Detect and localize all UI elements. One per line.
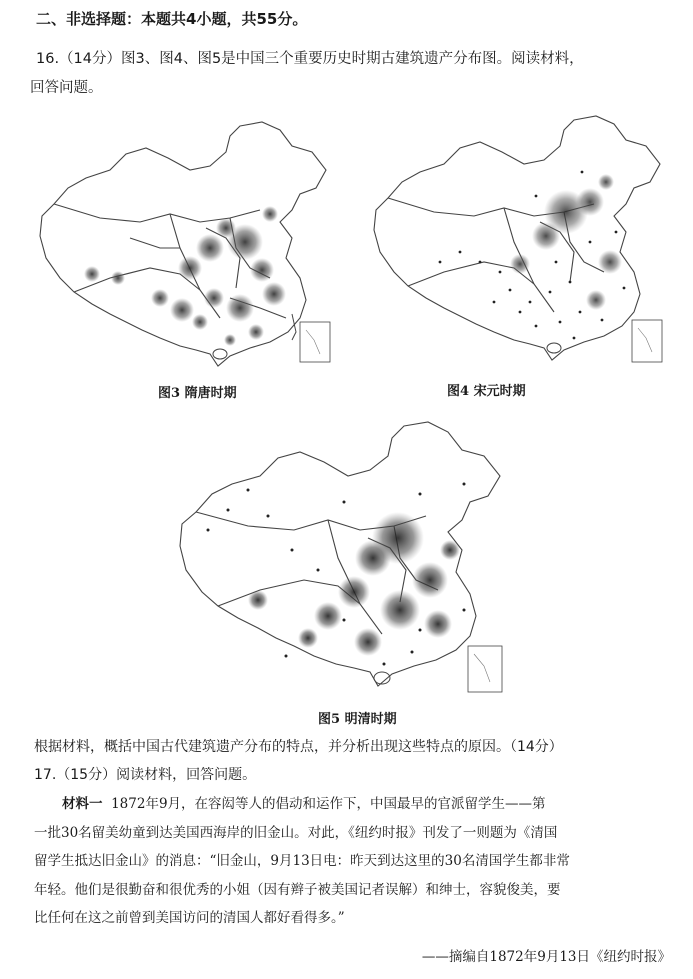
material-line-1: 材料一 1872年9月，在容闳等人的倡动和运作下，中国最早的官派留学生——第 [62,796,546,812]
south-china-sea-inset [632,320,662,362]
material-line-2: 一批30名留美幼童到达美国西海岸的旧金山。对此，《纽约时报》刊发了一则题为《清国 [34,824,558,841]
question-17-heading: 17.（15分）阅读材料，回答问题。 [34,767,257,783]
material-line-3: 留学生抵达旧金山》的消息：“旧金山，9月13日电：昨天到达这里的30名清国学生都非常 [34,853,570,869]
south-china-sea-inset [468,646,502,692]
figure-5-map [168,420,508,695]
figure-4-caption: 图4 宋元时期 [447,384,526,399]
south-china-sea-inset [300,322,330,362]
question-16-stem [30,45,666,103]
section-title: 二、非选择题：本题共4小题，共55分。 [36,10,308,28]
material-one [34,790,674,933]
material-source: ——摘编自1872年9月13日《纽约时报》 [421,949,671,965]
question-16-prompt: 根据材料，概括中国古代建筑遗产分布的特点，并分析出现这些特点的原因。（14分） [34,739,563,755]
china-outline [374,116,660,360]
figure-3-map [30,118,335,373]
figure-5-caption: 图5 明清时期 [318,712,397,727]
material-line-4: 年轻。他们是很勤奋和很优秀的小姐（因有辫子被美国记者误解）和绅士，容貌俊美，要 [34,881,561,898]
material-line-5: 比任何在这之前曾到美国访问的清国人都好看得多。” [34,910,345,926]
question-16-line1: 16.（14分）图3、图4、图5是中国三个重要历史时期古建筑遗产分布图。阅读材料， [36,51,584,67]
figure-3-caption: 图3 隋唐时期 [158,386,237,401]
figure-4-map [360,112,665,370]
heritage-density [84,206,286,346]
question-16-line2: 回答问题。 [30,80,103,96]
material-label: 材料一 [62,796,103,812]
china-outline [40,122,326,366]
